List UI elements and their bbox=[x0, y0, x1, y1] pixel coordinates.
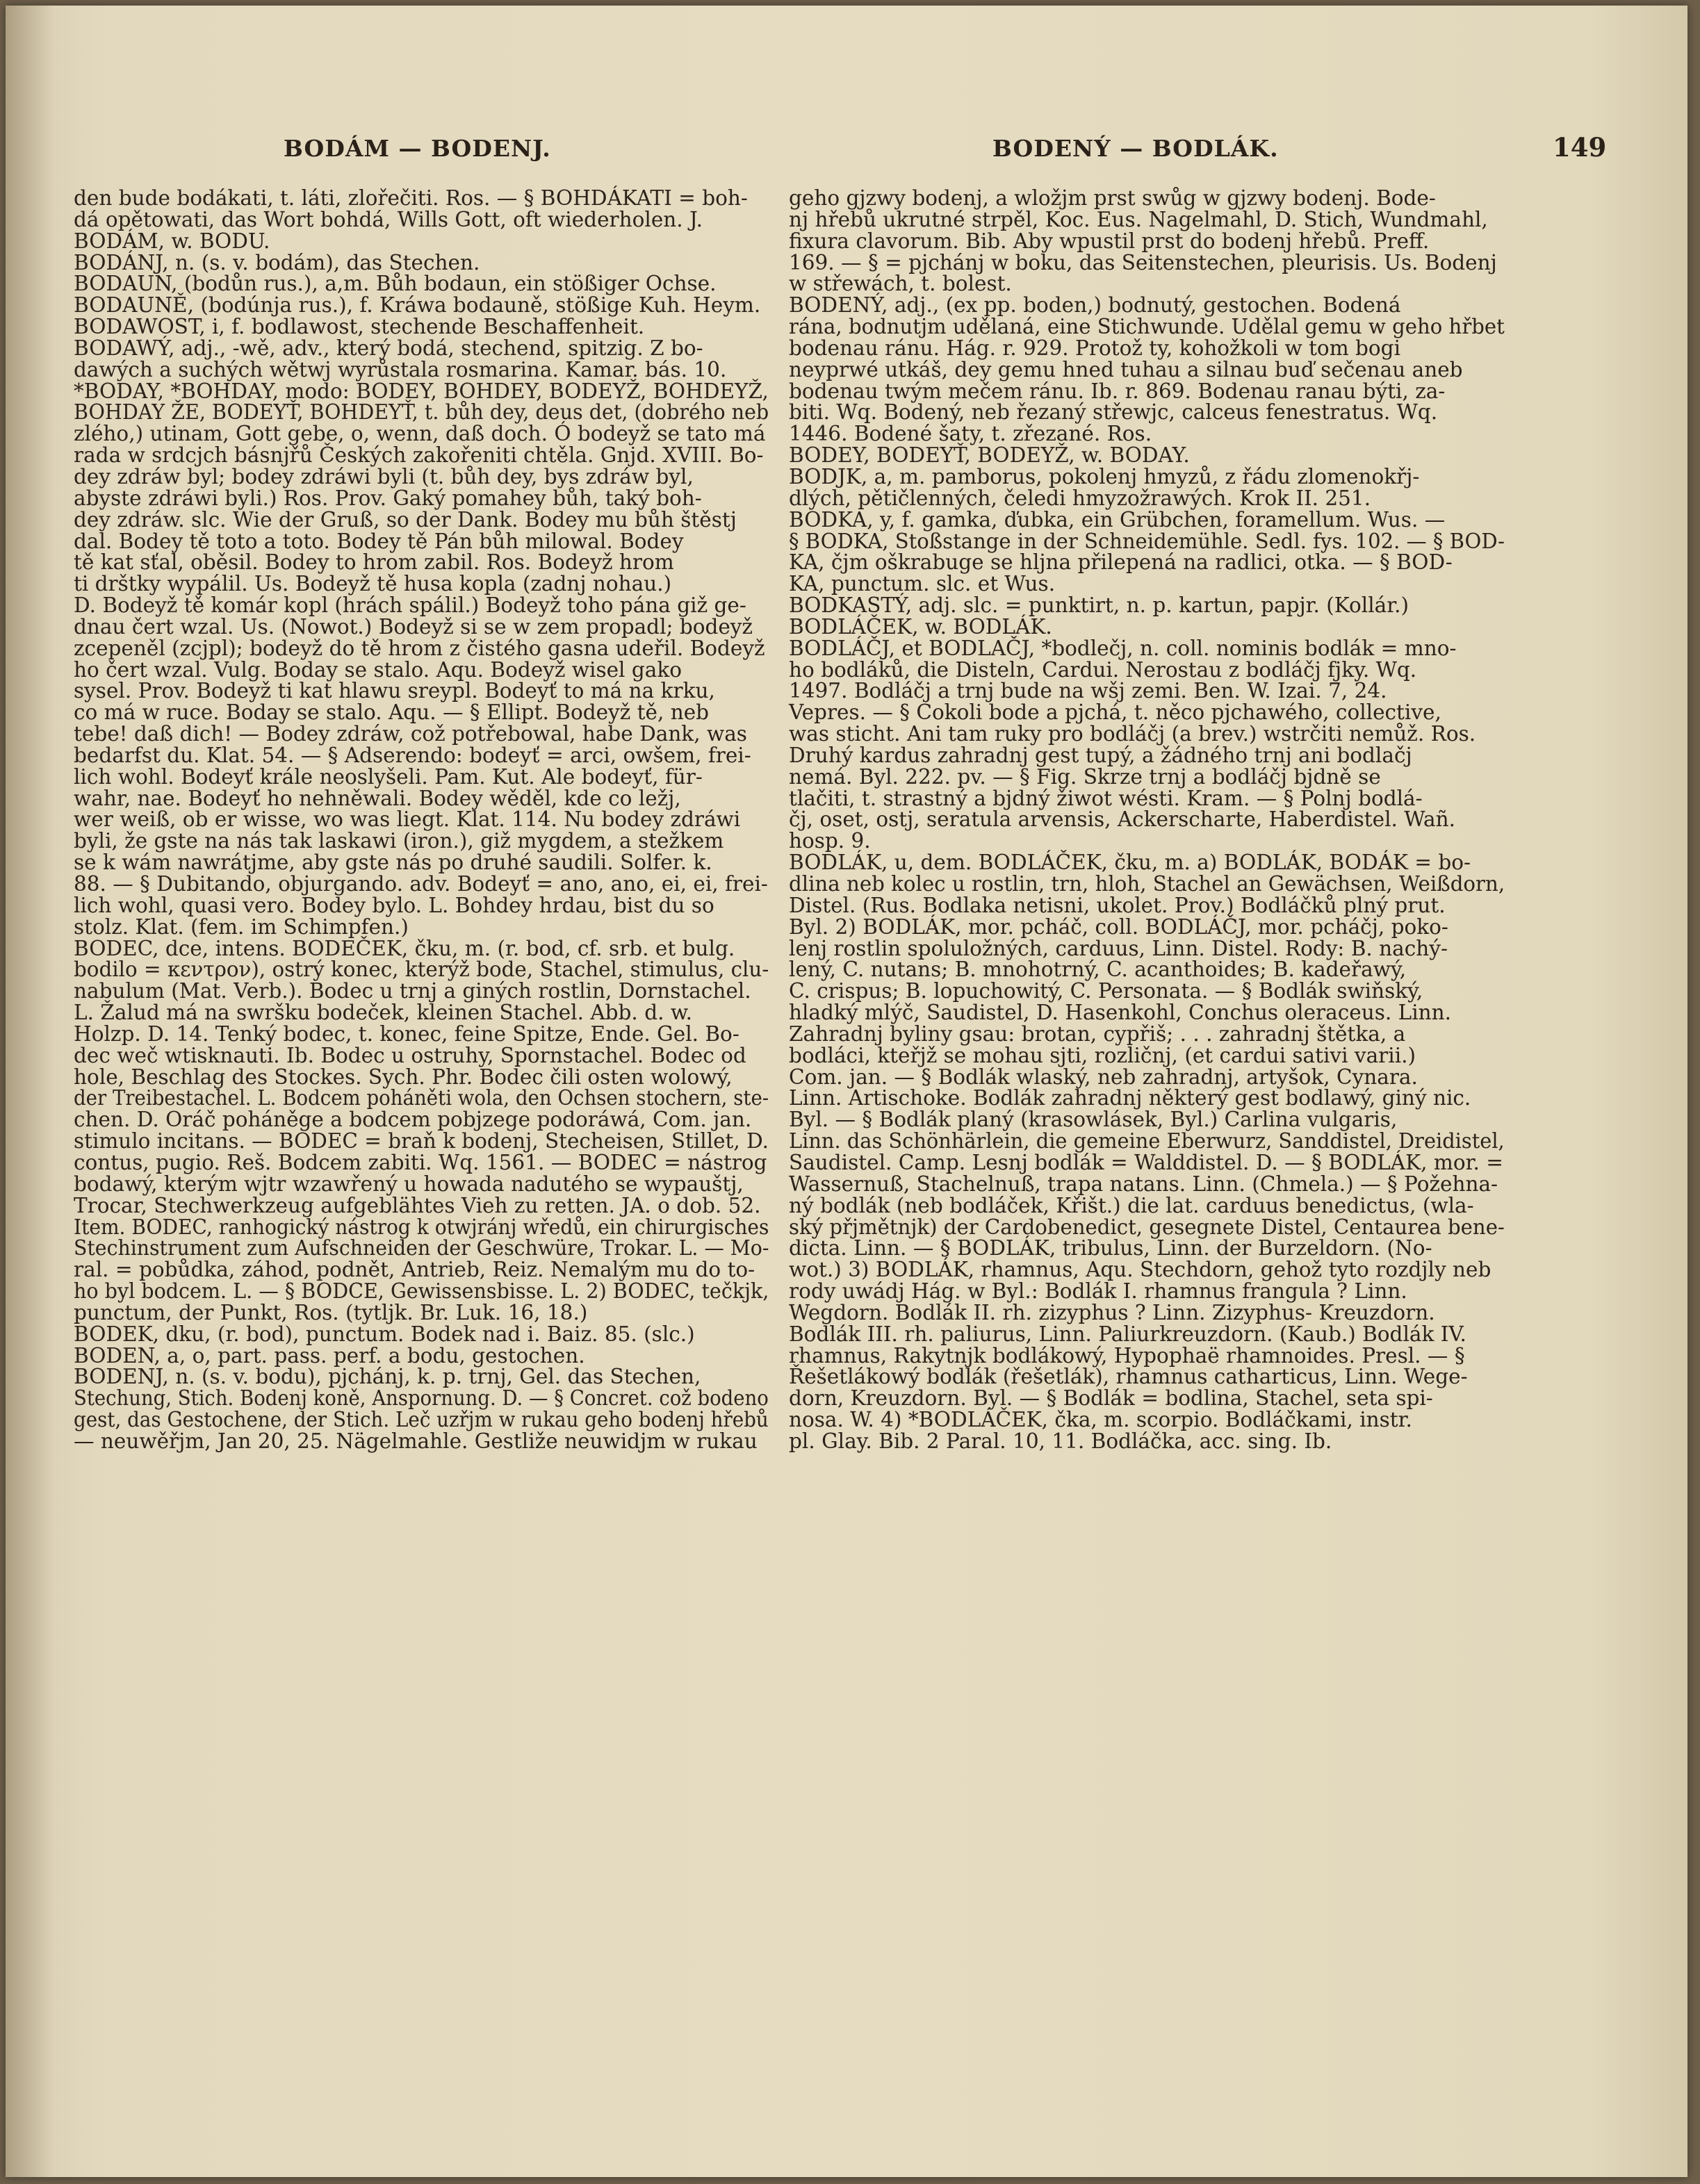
text-line: dicta. Linn. — § BODLÁK, tribulus, Linn. der Burzeldorn. (No- bbox=[789, 1236, 1432, 1261]
text-line: wahr, nae. Bodeyť ho nehněwali. Bodey wěděl, kde co ležj, bbox=[74, 786, 681, 810]
text-line: dlina neb kolec u rostlin, trn, hloh, Stachel an Gewächsen, Weißdorn, bbox=[789, 872, 1505, 896]
text-line: Trocar, Stechwerkzeug aufgeblähtes Vieh zu retten. JA. o dob. 52. bbox=[74, 1193, 761, 1217]
text-line: Wassernuß, Stachelnuß, trapa natans. Linn. (Chmela.) — § Požehna- bbox=[789, 1172, 1498, 1196]
text-line: bodláci, kteřjž se mohau sjti, rozličnj, (et cardui sativi varii.) bbox=[789, 1043, 1416, 1067]
text-line: stimulo incitans. — BODEC = braň k bodenj, Stecheisen, Stillet, D. bbox=[74, 1129, 769, 1153]
text-line: 1446. Bodené šaty, t. zřezané. Ros. bbox=[789, 422, 1152, 446]
text-line: bodenau twým mečem ránu. Ib. r. 869. Bodenau ranau býti, za- bbox=[789, 379, 1446, 403]
text-line: BODEN, a, o, part. pass. perf. a bodu, gestochen. bbox=[74, 1343, 585, 1368]
text-line: Byl. — § Bodlák planý (krasowlásek, Byl.) Carlina vulgaris, bbox=[789, 1108, 1398, 1132]
text-line: stolz. Klat. (fem. im Schimpfen.) bbox=[74, 914, 409, 939]
text-line: neyprwé utkáš, dey gemu hned tuhau a silnau buď sečenau aneb bbox=[789, 357, 1463, 381]
text-line: lich wohl. Bodeyť krále neoslyšeli. Pam. Kut. Ale bodeyť, für- bbox=[74, 764, 703, 789]
text-line: ný bodlák (neb bodláček, Křišt.) die lat. carduus benedictus, (wla- bbox=[789, 1193, 1474, 1217]
text-line: BODENÝ, adj., (ex pp. boden,) bodnutý, gestochen. Bodená bbox=[789, 293, 1401, 318]
text-line: Item. BODEC, ranhogický nástrog k otwjránj wředů, ein chirurgisches bbox=[74, 1215, 769, 1239]
text-line: contus, pugio. Reš. Bodcem zabiti. Wq. 1561. — BODEC = nástrog bbox=[74, 1150, 767, 1174]
text-line: D. Bodeyž tě komár kopl (hrách spálil.) Bodeyž toho pána giž ge- bbox=[74, 593, 746, 618]
left-column bbox=[74, 188, 769, 1452]
text-line: tě kat sťal, oběsil. Bodey to hrom zabil. Ros. Bodeyž hrom bbox=[74, 550, 674, 575]
text-line: hladký mlýč, Saudistel, D. Hasenkohl, Conchus oleraceus. Linn. bbox=[789, 1001, 1452, 1025]
text-line: bodilo = κεντρον), ostrý konec, kterýž bode, Stachel, stimulus, clu- bbox=[74, 958, 769, 982]
text-line: fixura clavorum. Bib. Aby wpustil prst do bodenj hřebů. Preff. bbox=[789, 229, 1430, 253]
text-line: 88. — § Dubitando, objurgando. adv. Bodeyť = ano, ano, ei, ei, frei- bbox=[74, 872, 768, 896]
text-line: ti drštky wypálil. Us. Bodeyž tě husa kopla (zadnj nohau.) bbox=[74, 572, 672, 596]
text-line: dal. Bodey tě toto a toto. Bodey tě Pán bůh milowal. Bodey bbox=[74, 529, 684, 553]
text-line: Holzp. D. 14. Tenký bodec, t. konec, feine Spitze, Ende. Gel. Bo- bbox=[74, 1021, 739, 1046]
text-line: BODEK, dku, (r. bod), punctum. Bodek nad i. Baiz. 85. (slc.) bbox=[74, 1322, 695, 1346]
text-line: Distel. (Rus. Bodlaka netisni, ukolet. Prov.) Bodláčků plný prut. bbox=[789, 893, 1446, 917]
text-line: Zahradnj byliny gsau: brotan, cypřiš; . . . zahradnj štětka, a bbox=[789, 1021, 1406, 1046]
text-line: tebe! daß dich! — Bodey zdráw, což potřebowal, habe Dank, was bbox=[74, 722, 747, 746]
text-line: BODAUN, (bodůn rus.), a,m. Bůh bodaun, ein stößiger Ochse. bbox=[74, 272, 717, 296]
text-line: zlého,) utinam, Gott gebe, o, wenn, daß doch. Ó bodeyž se tato má bbox=[74, 422, 766, 446]
text-line: Com. jan. — § Bodlák wlaský, neb zahradnj, artyšok, Cynara. bbox=[789, 1065, 1418, 1089]
text-line: rána, bodnutjm udělaná, eine Stichwunde. Udělal gemu w geho hřbet bbox=[789, 315, 1505, 339]
left-running-head: BODÁM — BODENJ. bbox=[284, 135, 551, 162]
text-line: BODLÁČEK, w. BODLÁK. bbox=[789, 614, 1052, 639]
text-line: dá opětowati, das Wort bohdá, Wills Gott, oft wiederholen. J. bbox=[74, 207, 703, 231]
text-line: bodenau ránu. Hág. r. 929. Protož ty, kohožkoli w tom bogi bbox=[789, 336, 1401, 360]
text-line: BODKASTÝ, adj. slc. = punktirt, n. p. kartun, papjr. (Kollár.) bbox=[789, 593, 1409, 618]
text-line: KA, čjm oškrabuge se hljna přilepená na radlici, otka. — § BOD- bbox=[789, 550, 1453, 575]
text-line: ral. = pobůdka, záhod, podnět, Antrieb, Reiz. Nemalým mu do to- bbox=[74, 1258, 755, 1282]
text-line: hosp. 9. bbox=[789, 829, 871, 853]
text-line: L. Žalud má na swršku bodeček, kleinen Stachel. Abb. d. w. bbox=[74, 1001, 692, 1025]
text-line: lenj rostlin spoluložných, carduus, Linn. Distel. Rody: B. nachý- bbox=[789, 936, 1448, 960]
text-line: BOHDAY ŽE, BODEYŤ, BOHDEYŤ, t. bůh dey, deus det, (dobrého neb bbox=[74, 400, 769, 425]
text-line: čj, oset, ostj, seratula arvensis, Ackerscharte, Haberdistel. Wañ. bbox=[789, 807, 1455, 832]
text-line: dorn, Kreuzdorn. Byl. — § Bodlák = bodlina, Stachel, seta spi- bbox=[789, 1386, 1433, 1411]
dictionary-page bbox=[6, 6, 1687, 2177]
page-spine-shadow bbox=[6, 6, 54, 2177]
text-line: ho byl bodcem. L. — § BODCE, Gewissensbisse. L. 2) BODEC, tečkjk, bbox=[74, 1279, 769, 1304]
text-line: punctum, der Punkt, Ros. (tytljk. Br. Luk. 16, 18.) bbox=[74, 1300, 588, 1324]
text-line: nosa. W. 4) *BODLÁČEK, čka, m. scorpio. Bodláčkami, instr. bbox=[789, 1408, 1412, 1432]
text-line: nj hřebů ukrutné strpěl, Koc. Eus. Nagelmahl, D. Stich, Wundmahl, bbox=[789, 207, 1488, 231]
text-line: BODAWOST, i, f. bodlawost, stechende Beschaffenheit. bbox=[74, 315, 645, 339]
text-line: ho čert wzal. Vulg. Boday se stalo. Aqu. Bodeyž wisel gako bbox=[74, 657, 682, 682]
text-line: BODAUNĚ, (bodúnja rus.), f. Kráwa bodauně, stößige Kuh. Heym. bbox=[74, 293, 761, 318]
text-line: pl. Glay. Bib. 2 Paral. 10, 11. Bodláčka, acc. sing. Ib. bbox=[789, 1429, 1332, 1453]
text-line: Byl. 2) BODLÁK, mor. pcháč, coll. BODLÁČJ, mor. pcháčj, poko- bbox=[789, 914, 1448, 939]
text-line: 169. — § = pjchánj w boku, das Seitenstechen, pleurisis. Us. Bodenj bbox=[789, 250, 1497, 274]
right-running-head: BODENÝ — BODLÁK. bbox=[992, 135, 1279, 162]
text-line: dey zdráw byl; bodey zdráwi byli (t. bůh dey, bys zdráw byl, bbox=[74, 464, 694, 488]
text-line: C. crispus; B. lopuchowitý, C. Personata. — § Bodlák swiňský, bbox=[789, 979, 1423, 1003]
text-line: gest, das Gestochene, der Stich. Leč uzřjm w rukau geho bodenj hřebů bbox=[74, 1408, 769, 1432]
text-line: sysel. Prov. Bodeyž ti kat hlawu sreypl. Bodeyť to má na krku, bbox=[74, 679, 715, 703]
text-line: nemá. Byl. 222. pv. — § Fig. Skrze trnj a bodláčj bjdně se bbox=[789, 764, 1381, 789]
text-line: zcepeněl (zcjpl); bodeyž do tě hrom z čistého gasna udeřil. Bodeyž bbox=[74, 636, 765, 660]
text-line: KA, punctum. slc. et Wus. bbox=[789, 572, 1056, 596]
text-line: BODÁNJ, n. (s. v. bodám), das Stechen. bbox=[74, 250, 480, 274]
text-line: 1497. Bodláčj a trnj bude na wšj zemi. Ben. W. Izai. 7, 24. bbox=[789, 679, 1387, 703]
text-line: bodawý, kterým wjtr wzawřený u howada nadutého se wypauštj, bbox=[74, 1172, 744, 1196]
text-line: Stechung, Stich. Bodenj koně, Anspornung. D. — § Concret. což bodeno bbox=[74, 1386, 769, 1411]
text-line: dawých a suchých wětwj wyrůstala rosmarina. Kamar. bás. 10. bbox=[74, 357, 727, 381]
text-line: rhamnus, Rakytnjk bodlákowý, Hypophaë rhamnoides. Presl. — § bbox=[789, 1343, 1465, 1368]
text-line: *BODAY, *BOHDAY, modo: BODEY, BOHDEY, BODEYŽ, BOHDEYŽ, bbox=[74, 379, 769, 403]
text-line: BODKA, y, f. gamka, ďubka, ein Grübchen, foramellum. Wus. — bbox=[789, 507, 1446, 532]
text-line: § BODKA, Stoßstange in der Schneidemühle. Sedl. fys. 102. — § BOD- bbox=[789, 529, 1505, 553]
text-line: BODLÁK, u, dem. BODLÁČEK, čku, m. a) BODLÁK, BODÁK = bo- bbox=[789, 851, 1471, 875]
text-line: bedarfst du. Klat. 54. — § Adserendo: bodeyť = arci, owšem, frei- bbox=[74, 743, 751, 767]
text-line: chen. D. Oráč poháněge a bodcem pobjzege podoráwá, Com. jan. bbox=[74, 1108, 752, 1132]
text-line: tlačiti, t. strastný a bjdný žiwot wésti. Kram. — § Polnj bodlá- bbox=[789, 786, 1423, 810]
text-line: geho gjzwy bodenj, a wložjm prst swůg w gjzwy bodenj. Bode- bbox=[789, 186, 1436, 210]
text-line: w střewách, t. bolest. bbox=[789, 272, 1012, 296]
text-line: — neuwěřjm, Jan 20, 25. Nägelmahle. Gestliže neuwidjm w rukau bbox=[74, 1429, 758, 1453]
text-line: BODENJ, n. (s. v. bodu), pjchánj, k. p. trnj, Gel. das Stechen, bbox=[74, 1365, 701, 1389]
text-line: den bude bodákati, t. láti, zlořečiti. Ros. — § BOHDÁKATI = boh- bbox=[74, 186, 748, 210]
text-line: ho bodláků, die Disteln, Cardui. Nerostau z bodláčj fjky. Wq. bbox=[789, 657, 1417, 682]
text-line: wot.) 3) BODLÁK, rhamnus, Aqu. Stechdorn, gehož tyto rozdjly neb bbox=[789, 1258, 1491, 1282]
text-line: BODÁM, w. BODU. bbox=[74, 229, 270, 253]
text-line: rody uwádj Hág. w Byl.: Bodlák I. rhamnus frangula ? Linn. bbox=[789, 1279, 1407, 1304]
right-column bbox=[789, 188, 1505, 1452]
text-line: abyste zdráwi byli.) Ros. Prov. Gaký pomahey bůh, taký boh- bbox=[74, 486, 702, 510]
text-line: ský přjmětnjk) der Cardobenedict, gesegnete Distel, Centaurea bene- bbox=[789, 1215, 1505, 1239]
text-line: BODEY, BODEYŤ, BODEYŽ, w. BODAY. bbox=[789, 443, 1190, 468]
text-line: rada w srdcjch básnjřů Českých zakořeniti chtěla. Gnjd. XVIII. Bo- bbox=[74, 443, 764, 468]
text-line: BODJK, a, m. pamborus, pokolenj hmyzů, z řádu zlomenokřj- bbox=[789, 464, 1420, 488]
text-line: Saudistel. Camp. Lesnj bodlák = Walddistel. D. — § BODLÁK, mor. = bbox=[789, 1150, 1503, 1174]
text-line: co má w ruce. Boday se stalo. Aqu. — § Ellipt. Bodeyž tě, neb bbox=[74, 700, 710, 725]
text-line: wer weiß, ob er wisse, wo was liegt. Klat. 114. Nu bodey zdráwi bbox=[74, 807, 741, 832]
text-line: was sticht. Ani tam ruky pro bodláčj (a brev.) wstrčiti nemůž. Ros. bbox=[789, 722, 1476, 746]
text-line: Bodlák III. rh. paliurus, Linn. Paliurkreuzdorn. (Kaub.) Bodlák IV. bbox=[789, 1322, 1466, 1346]
text-line: nabulum (Mat. Verb.). Bodec u trnj a giných rostlin, Dornstachel. bbox=[74, 979, 751, 1003]
text-line: dnau čert wzal. Us. (Nowot.) Bodeyž si se w zem propadl; bodeyž bbox=[74, 614, 753, 639]
text-line: dey zdráw. slc. Wie der Gruß, so der Dank. Bodey mu bůh štěstj bbox=[74, 507, 737, 532]
text-line: lený, C. nutans; B. mnohotrný, C. acanthoides; B. kadeřawý, bbox=[789, 958, 1407, 982]
text-line: Linn. das Schönhärlein, die gemeine Eberwurz, Sanddistel, Dreidistel, bbox=[789, 1129, 1505, 1153]
text-line: biti. Wq. Bodený, neb řezaný střewjc, calceus fenestratus. Wq. bbox=[789, 400, 1438, 425]
text-line: Wegdorn. Bodlák II. rh. zizyphus ? Linn. Zizyphus- Kreuzdorn. bbox=[789, 1300, 1435, 1324]
text-line: hole, Beschlag des Stockes. Sych. Phr. Bodec čili osten wolowý, bbox=[74, 1065, 733, 1089]
text-line: Řešetlákowý bodlák (řešetlák), rhamnus catharticus, Linn. Wege- bbox=[789, 1365, 1468, 1389]
text-line: Vepres. — § Cokoli bode a pjchá, t. něco pjchawého, collective, bbox=[789, 700, 1441, 725]
text-line: der Treibestachel. L. Bodcem poháněti wola, den Ochsen stochern, ste- bbox=[74, 1086, 769, 1110]
text-line: BODLÁČJ, et BODLAČJ, *bodlečj, n. coll. nominis bodlák = mno- bbox=[789, 636, 1457, 660]
text-line: BODAWÝ, adj., -wě, adv., který bodá, stechend, spitzig. Z bo- bbox=[74, 336, 703, 360]
page-number: 149 bbox=[1553, 132, 1607, 163]
text-line: Linn. Artischoke. Bodlák zahradnj některý gest bodlawý, giný nic. bbox=[789, 1086, 1471, 1110]
text-line: lich wohl, quasi vero. Bodey bylo. L. Bohdey hrdau, bist du so bbox=[74, 893, 714, 917]
text-line: Druhý kardus zahradnj gest tupý, a žádného trnj ani bodlačj bbox=[789, 743, 1412, 767]
text-line: byli, že gste na nás tak laskawi (iron.), giž mygdem, a stežkem bbox=[74, 829, 724, 853]
text-line: dlých, pětičlenných, čeledi hmyzožrawých. Krok II. 251. bbox=[789, 486, 1371, 510]
text-line: dec weč wtisknauti. Ib. Bodec u ostruhy, Spornstachel. Bodec od bbox=[74, 1043, 746, 1067]
text-line: BODEC, dce, intens. BODEČEK, čku, m. (r. bod, cf. srb. et bulg. bbox=[74, 936, 735, 960]
text-line: se k wám nawrátjme, aby gste nás po druhé saudili. Solfer. k. bbox=[74, 851, 712, 875]
text-line: Stechinstrument zum Aufschneiden der Geschwüre, Trokar. L. — Mo- bbox=[74, 1236, 769, 1261]
